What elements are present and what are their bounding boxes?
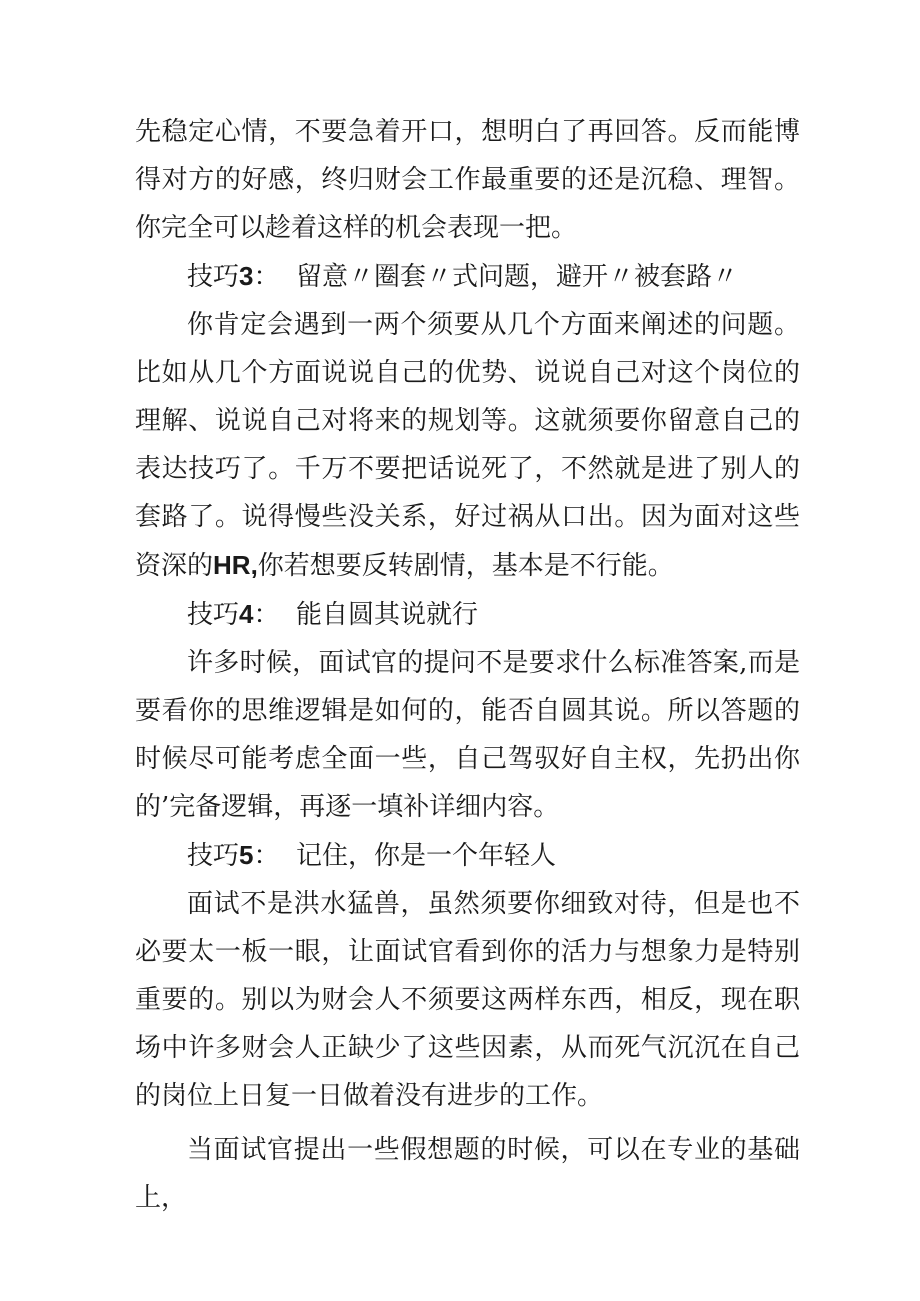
paragraph: 当面试官提出一些假想题的时候，可以在专业的基础上， [135, 1135, 800, 1213]
paragraph-text: 你若想要反转剧情，基本是不行能。 [257, 551, 674, 581]
bold-term-hr: HR, [213, 550, 258, 580]
heading-text: ： 留意〃圈套〃式问题，避开〃被套路〃 [253, 262, 739, 292]
section-heading-tip-4 [135, 590, 800, 639]
heading-prefix: 技巧 [187, 841, 240, 871]
paragraph-text: 你肯定会遇到一两个须要从几个方面来阐述的问题。比如从几个方面说说自己的优势、说说自己对这个岗位的理解、说说自己对将来的规划等。这就须要你留意自己的表达技巧了。千万不要把话说死了，不然就是进了别人的套路了。说得慢些没关系，好过祸从口出。因为面对这些资深的 [135, 310, 800, 581]
paragraph: 先稳定心情，不要急着开口，想明白了再回答。反而能博得对方的好感，终归财会工作最重要的还是沉稳、理智。你完全可以趁着这样的机会表现一把。 [135, 117, 800, 243]
heading-number: 5 [239, 840, 254, 870]
heading-prefix: 技巧 [187, 600, 240, 630]
section-heading-tip-5 [135, 831, 800, 880]
paragraph: 面试不是洪水猛兽，虽然须要你细致对待，但是也不必要太一板一眼，让面试官看到你的活力与想象力是特别重要的。别以为财会人不须要这两样东西，相反，现在职场中许多财会人正缺少了这些因素，从而死气沉沉在自己的岗位上日复一日做着没有进步的工作。 [135, 889, 800, 1111]
paragraph: 许多时候，面试官的提问不是要求什么标准答案,而是要看你的思维逻辑是如何的，能否自圆其说。所以答题的时候尽可能考虑全面一些，自己驾驭好自主权，先扔出你的’完备逻辑，再逐一填补详细内容。 [135, 648, 800, 822]
heading-number: 4 [239, 599, 254, 629]
document-body [135, 108, 800, 1222]
section-heading-tip-3 [135, 252, 800, 301]
heading-text: ： 记住，你是一个年轻人 [253, 841, 557, 871]
paragraph [135, 301, 800, 590]
heading-number: 3 [239, 261, 254, 291]
heading-text: ： 能自圆其说就行 [253, 600, 479, 630]
heading-prefix: 技巧 [187, 262, 240, 292]
